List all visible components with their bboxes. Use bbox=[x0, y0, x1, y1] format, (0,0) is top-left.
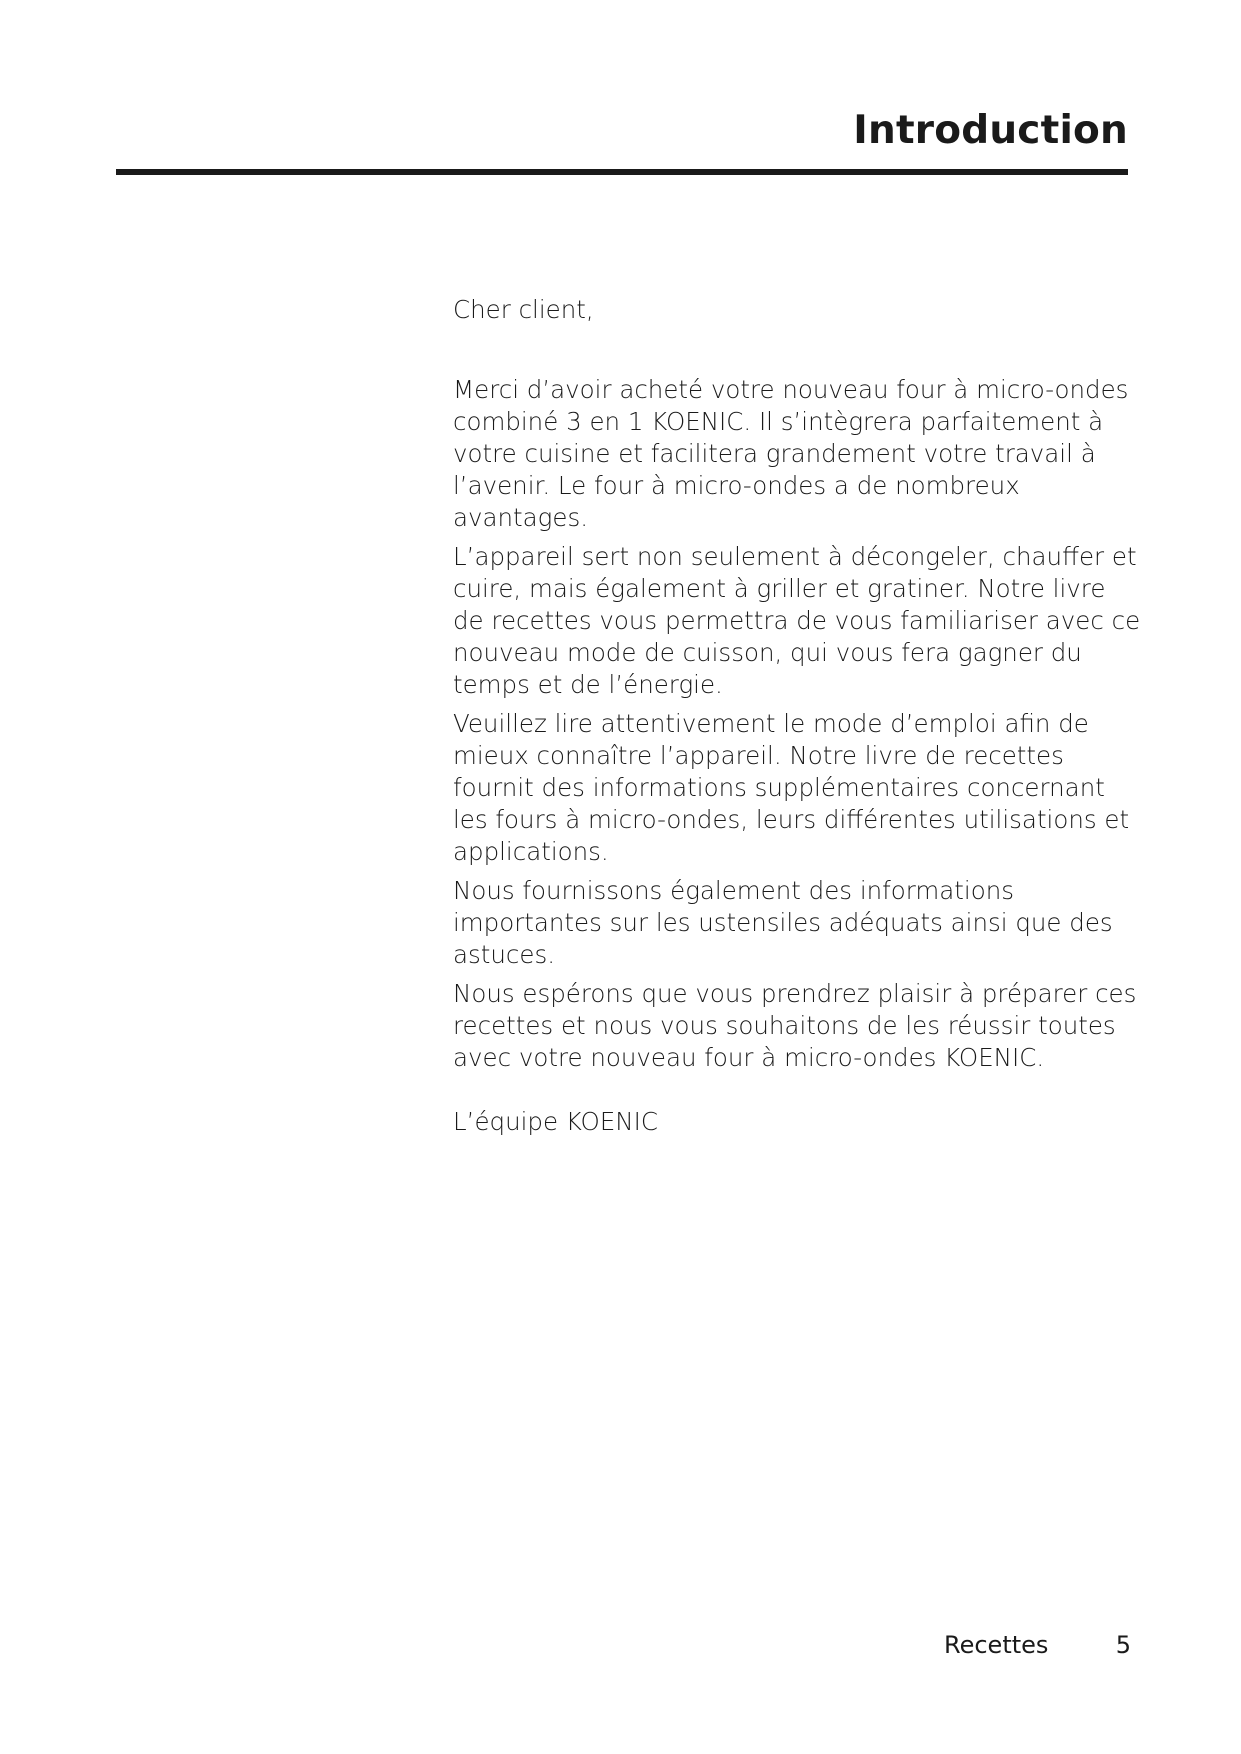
letter-signature: L’équipe KOENIC bbox=[453, 1107, 658, 1136]
letter-paragraph-3: Veuillez lire attentivement le mode d’emploi afin de mieux connaître l’appareil. Notre livre de recettes fournit des informations supplémentaires concernant les fours à micro-ondes, leurs différentes utilisations et applications. bbox=[453, 709, 1130, 866]
letter-paragraph-2: L’appareil sert non seulement à décongeler, chauffer et cuire, mais également à griller et gratiner. Notre livre de recettes vous permettra de vous familiariser avec ce nouveau mode de cuisson, qui vous fera gagner du temps et de l’énergie. bbox=[453, 542, 1141, 699]
letter-body bbox=[453, 294, 1143, 1138]
header-divider bbox=[116, 169, 1128, 175]
letter-paragraph-5: Nous espérons que vous prendrez plaisir à préparer ces recettes et nous vous souhaitons de les réussir toutes avec votre nouveau four à micro-ondes KOENIC. bbox=[453, 979, 1137, 1072]
page-number: 5 bbox=[1115, 1631, 1131, 1659]
letter-greeting: Cher client, bbox=[453, 295, 594, 324]
page-title: Introduction bbox=[853, 108, 1128, 153]
footer-section-label: Recettes bbox=[944, 1631, 1049, 1659]
letter-paragraph-1: Merci d’avoir acheté votre nouveau four à micro-ondes combiné 3 en 1 KOENIC. Il s’intègrera parfaitement à votre cuisine et facilitera grandement votre travail à l’avenir. Le four à micro-ondes a de nombreux avantages. bbox=[453, 375, 1129, 532]
letter-paragraph-4: Nous fournissons également des informations importantes sur les ustensiles adéquats ainsi que des astuces. bbox=[453, 876, 1113, 969]
